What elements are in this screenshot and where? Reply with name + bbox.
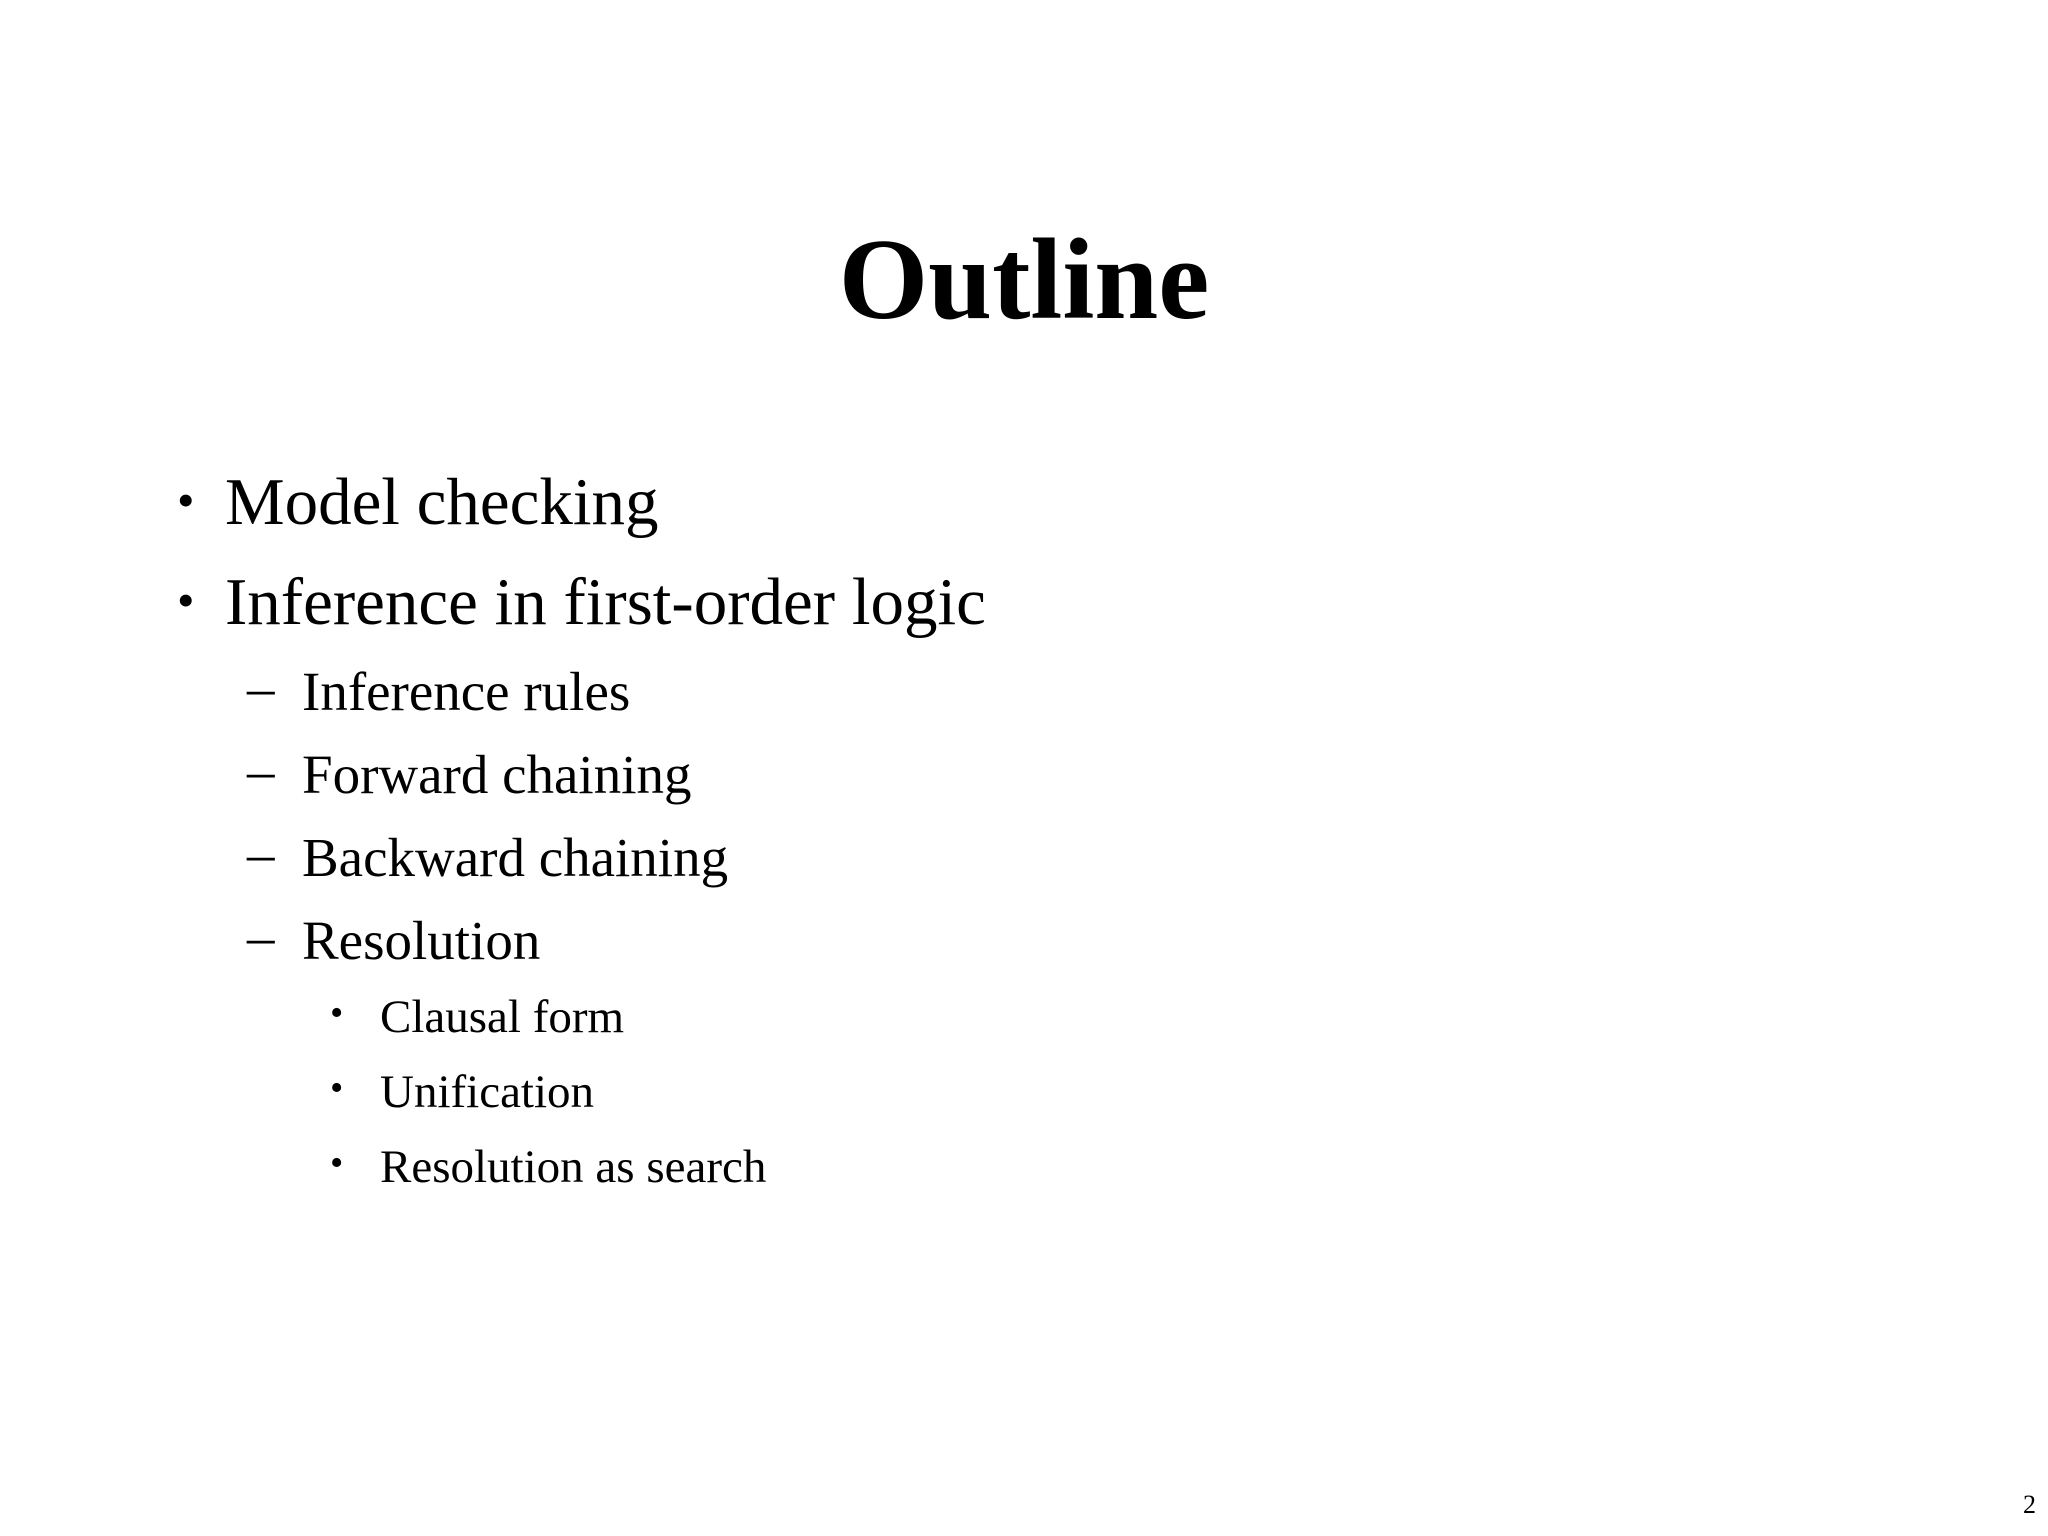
subsubbullet-text: Resolution as search xyxy=(380,1141,767,1193)
bullet-marker: • xyxy=(330,1067,344,1109)
bullet-marker: • xyxy=(177,572,195,628)
dash-marker: – xyxy=(247,657,275,718)
subsubbullet-item xyxy=(330,1139,767,1195)
bullet-text: Model checking xyxy=(225,465,659,539)
dash-marker: – xyxy=(247,740,275,801)
subbullet-item xyxy=(247,906,541,974)
bullet-text: Inference in first-order logic xyxy=(225,565,986,639)
subsubbullet-item xyxy=(330,1064,595,1120)
subsubbullet-item xyxy=(330,989,625,1045)
subsubbullet-text: Clausal form xyxy=(380,991,625,1043)
subbullet-text: Resolution xyxy=(302,910,541,971)
bullet-marker: • xyxy=(330,992,344,1034)
dash-marker: – xyxy=(247,823,275,884)
dash-marker: – xyxy=(247,906,275,967)
bullet-marker: • xyxy=(330,1142,344,1184)
subsubbullet-text: Unification xyxy=(380,1066,595,1118)
subbullet-text: Backward chaining xyxy=(302,827,729,888)
bullet-item xyxy=(177,562,986,642)
bullet-marker: • xyxy=(177,472,195,528)
page-number: 2 xyxy=(2023,1490,2036,1519)
subbullet-text: Inference rules xyxy=(302,661,631,722)
subbullet-item xyxy=(247,740,692,808)
bullet-item xyxy=(177,462,659,542)
subbullet-text: Forward chaining xyxy=(302,744,692,805)
subbullet-item xyxy=(247,823,729,891)
slide-title: Outline xyxy=(838,216,1210,343)
subbullet-item xyxy=(247,657,631,725)
